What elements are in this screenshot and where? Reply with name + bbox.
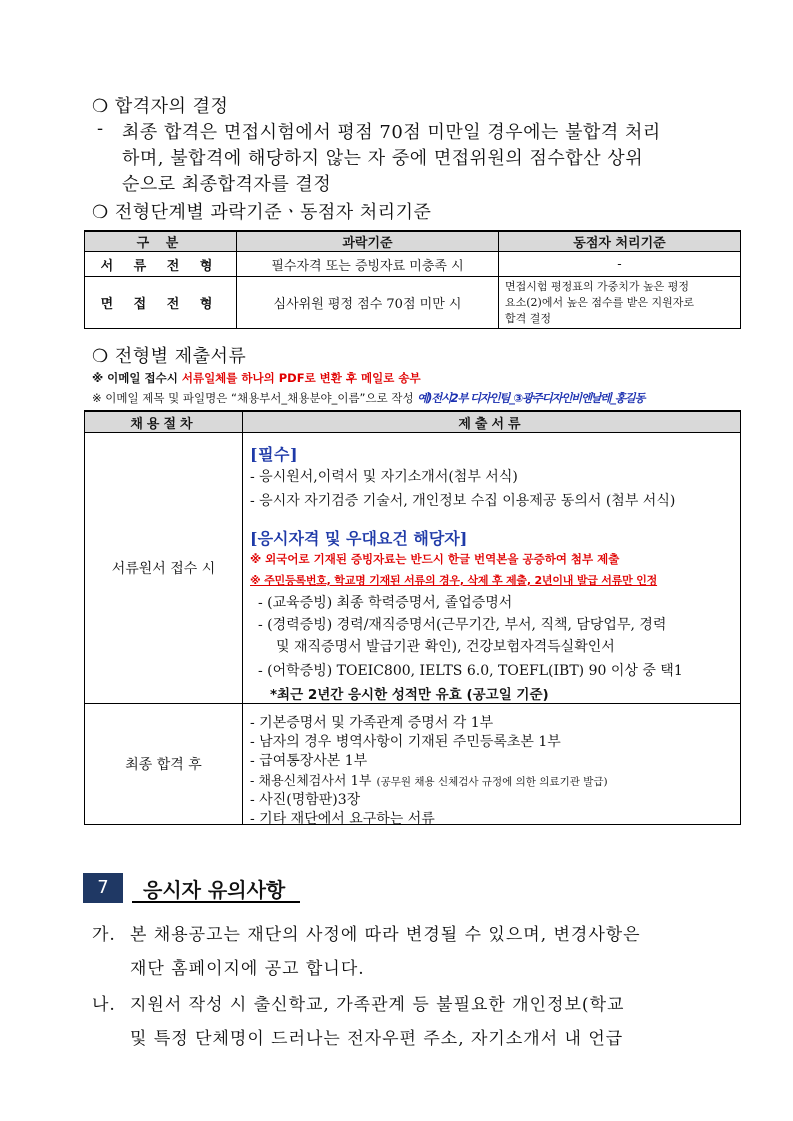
tie-value: - <box>499 252 741 277</box>
pass-decision-line: 순으로 최종합격자를 결정 <box>122 174 332 195</box>
section-heading-documents: ❍ 전형별 제출서류 <box>92 346 247 367</box>
circle-bullet-icon: ❍ <box>92 96 109 117</box>
table-header: 제출서류 <box>243 411 741 433</box>
circle-bullet-icon: ❍ <box>92 346 109 367</box>
required-title: [필수] <box>250 445 299 464</box>
table-header: 과락기준 <box>237 231 499 252</box>
list-item: - (어학증빙) TOEIC800, IELTS 6.0, TOEFL(IBT) 90 이상 중 택1 <box>258 663 683 679</box>
section-heading-cutoff-criteria: ❍ 전형단계별 과락기준ㆍ동점자 처리기준 <box>92 202 432 223</box>
paragraph-line: 지원서 작성 시 출신학교, 가족관계 등 불필요한 개인정보(학교 <box>130 995 625 1015</box>
table-header: 동점자 처리기준 <box>499 231 741 252</box>
paragraph-line: 재단 홈페이지에 공고 합니다. <box>130 959 365 979</box>
stage-label: 면 접 전 형 <box>85 277 237 329</box>
para-marker: 나. <box>92 995 116 1015</box>
pass-decision-line: 최종 합격은 면접시험에서 평점 70점 미만일 경우에는 불합격 처리 <box>122 122 661 143</box>
cutoff-value: 심사위원 평정 점수 70점 미만 시 <box>237 277 499 329</box>
filename-note: ※ 이메일 제목 및 파일명은 “채용부서_채용분야_이름”으로 작성 예)전시2부 디자인팀_③광주디자인비엔날레_홍길동 <box>92 391 645 405</box>
id-removal-note: ※ 주민등록번호, 학교명 기재된 서류의 경우, 삭제 후 제출, 2년이내 발급 서류만 인정 <box>250 574 658 587</box>
cutoff-criteria-table <box>84 230 741 329</box>
process-label: 최종 합격 후 <box>85 704 243 825</box>
list-item: - 채용신체검사서 1부 (공무원 채용 신체검사 규정에 의한 의료기관 발급) <box>250 774 608 789</box>
paragraph-line: 본 채용공고는 재단의 사정에 따라 변경될 수 있으며, 변경사항은 <box>130 925 641 945</box>
circle-bullet-icon: ❍ <box>92 202 109 223</box>
email-note: ※ 이메일 접수시 서류일체를 하나의 PDF로 변환 후 메일로 송부 <box>92 371 421 385</box>
cutoff-value: 필수자격 또는 증빙자료 미충족 시 <box>237 252 499 277</box>
table-header: 채용절차 <box>85 411 243 433</box>
score-validity-note: *최근 2년간 응시한 성적만 유효 (공고일 기준) <box>270 687 549 703</box>
qualification-title: [응시자격 및 우대요건 해당자] <box>250 529 468 548</box>
list-item: - 응시원서,이력서 및 자기소개서(첨부 서식) <box>250 469 518 485</box>
list-item: 및 재직증명서 발급기관 확인), 건강보험자격득실확인서 <box>276 639 615 655</box>
list-item: - 기타 재단에서 요구하는 서류 <box>250 811 435 827</box>
para-marker: 가. <box>92 925 116 945</box>
list-item: - 급여통장사본 1부 <box>250 753 368 769</box>
translation-note: ※ 외국어로 기재된 증빙자료는 반드시 한글 번역본을 공증하여 첨부 제출 <box>250 552 620 566</box>
title-underline <box>132 901 300 903</box>
table-header: 구 분 <box>85 231 237 252</box>
list-item: - (경력증빙) 경력/재직증명서(근무기간, 부서, 직책, 담당업무, 경력 <box>258 617 667 633</box>
stage-label: 서 류 전 형 <box>85 252 237 277</box>
process-label: 서류원서 접수 시 <box>85 433 243 704</box>
section-number-badge: 7 <box>83 873 123 903</box>
pass-decision-dash: - <box>97 118 104 139</box>
tie-value: 면접시험 평정표의 가중치가 높은 평정 요소(2)에서 높은 점수를 받은 지원자로 합격 결정 <box>499 277 741 329</box>
list-item: - 남자의 경우 병역사항이 기재된 주민등록초본 1부 <box>250 734 561 750</box>
section-title: 응시자 유의사항 <box>143 878 286 902</box>
section-heading-pass-decision: ❍ 합격자의 결정 <box>92 96 229 117</box>
list-item: - 사진(명함판)3장 <box>250 792 361 808</box>
list-item: - 기본증명서 및 가족관계 증명서 각 1부 <box>250 715 494 731</box>
pass-decision-line: 하며, 불합격에 해당하지 않는 자 중에 면접위원의 점수합산 상위 <box>122 148 644 169</box>
list-item: - (교육증빙) 최종 학력증명서, 졸업증명서 <box>258 595 513 611</box>
paragraph-line: 및 특정 단체명이 드러나는 전자우편 주소, 자기소개서 내 언급 <box>130 1029 624 1049</box>
list-item: - 응시자 자기검증 기술서, 개인정보 수집 이용제공 동의서 (첨부 서식) <box>250 493 676 509</box>
